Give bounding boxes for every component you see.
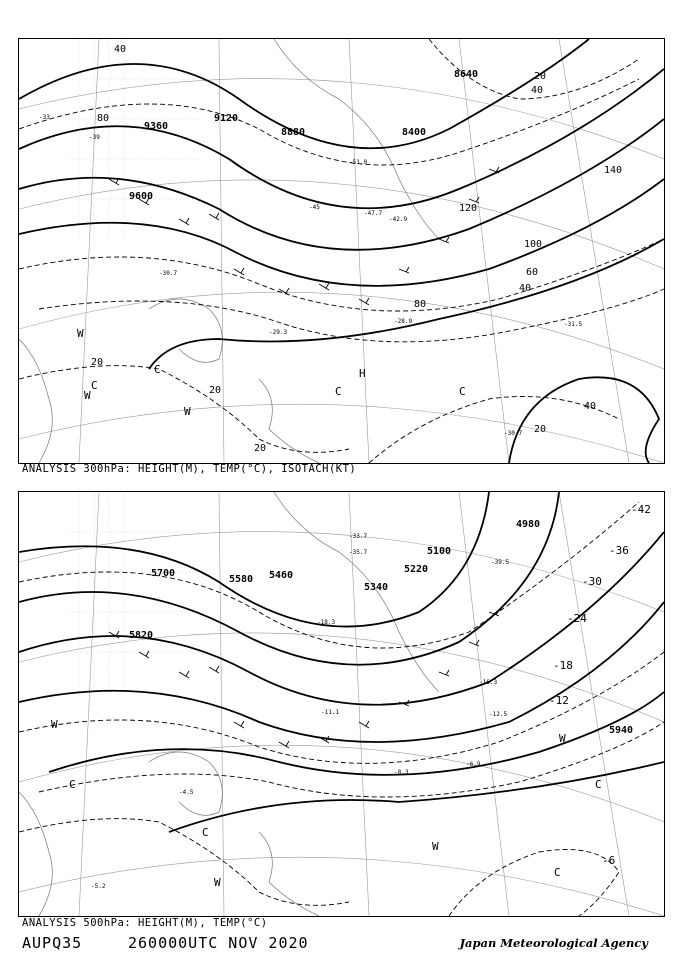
height-label: 5940 <box>609 725 634 736</box>
valid-time: 260000UTC NOV 2020 <box>128 934 309 952</box>
station-label: -39.5 <box>491 559 510 566</box>
isotach-label: 20 <box>534 71 547 82</box>
isotherm-labels <box>549 503 651 867</box>
chart-panel-300hpa <box>18 38 665 464</box>
station-label: -6.9 <box>466 761 481 768</box>
isotach-label: 20 <box>209 385 222 396</box>
map-500hpa <box>19 492 664 916</box>
height-contours <box>19 39 664 463</box>
isotach-label: 20 <box>91 357 104 368</box>
isotach-label: 40 <box>114 44 127 55</box>
station-label: -35.7 <box>349 549 368 556</box>
temp-label: -45 <box>309 204 320 211</box>
warm-center-symbol: W <box>432 840 439 853</box>
station-label: -18.3 <box>317 619 336 626</box>
temp-label: -33 <box>39 114 50 121</box>
temp-label: -42.9 <box>389 216 408 223</box>
cold-center-symbol: C <box>154 363 161 376</box>
agency-credit: Japan Meteorological Agency <box>459 936 648 950</box>
warm-center-symbol: W <box>184 405 191 418</box>
isotherm-label: -6 <box>602 854 616 867</box>
isotach-label: 80 <box>414 299 427 310</box>
temp-label: -51.0 <box>349 159 368 166</box>
isotach-label: 120 <box>459 203 478 214</box>
isotherm-label: -30 <box>582 575 602 588</box>
cold-center-symbol: C <box>69 778 76 791</box>
isotherm-label: -24 <box>567 612 587 625</box>
height-label: 4980 <box>516 519 541 530</box>
temp-label: -39 <box>89 134 100 141</box>
height-label: 5700 <box>151 568 176 579</box>
chart-panel-500hpa <box>18 491 665 917</box>
station-label: -33.7 <box>349 533 368 540</box>
chart-id: AUPQ35 <box>22 934 83 952</box>
height-label: 5340 <box>364 582 389 593</box>
cold-center-symbol: C <box>595 778 602 791</box>
height-label: 5820 <box>129 630 154 641</box>
map-300hpa <box>19 39 664 463</box>
cold-center-symbol: C <box>91 379 98 392</box>
isotherm-label: -12 <box>549 694 569 707</box>
isotach-label: 80 <box>97 113 110 124</box>
isotach-label: 40 <box>531 85 544 96</box>
station-label: -4.5 <box>179 789 194 796</box>
high-center-symbol: H <box>359 367 366 380</box>
temp-label: -29.3 <box>269 329 288 336</box>
warm-center-symbol: W <box>51 718 58 731</box>
height-label: 9600 <box>129 191 154 202</box>
isotherm-label: -42 <box>631 503 651 516</box>
height-label: 5100 <box>427 546 452 557</box>
isotach-label: 60 <box>526 267 539 278</box>
warm-center-symbol: W <box>77 327 84 340</box>
isotach-label: 40 <box>584 401 597 412</box>
isotherm-label: -18 <box>553 659 573 672</box>
cold-center-symbol: C <box>459 385 466 398</box>
station-label: -5.2 <box>91 883 106 890</box>
station-labels <box>91 533 509 890</box>
graticule <box>19 39 664 463</box>
warm-center-symbol: W <box>84 389 91 402</box>
isotach-label: 100 <box>524 239 543 250</box>
warm-center-symbol: W <box>559 732 566 745</box>
isotach-label: 40 <box>519 283 532 294</box>
pressure-centers <box>51 718 602 889</box>
temp-label: -28.9 <box>394 318 413 325</box>
warm-center-symbol: W <box>214 876 221 889</box>
height-labels <box>129 69 478 202</box>
height-label: 8640 <box>454 69 479 80</box>
cold-center-symbol: C <box>202 826 209 839</box>
caption-300hpa: ANALYSIS 300hPa: HEIGHT(M), TEMP(°C), ISOTACH(KT) <box>22 463 357 475</box>
height-label: 8880 <box>281 127 306 138</box>
caption-500hpa: ANALYSIS 500hPa: HEIGHT(M), TEMP(°C) <box>22 917 268 929</box>
station-label: -16.3 <box>479 679 498 686</box>
isotach-label: 20 <box>534 424 547 435</box>
cold-center-symbol: C <box>554 866 561 879</box>
station-label: -11.1 <box>321 709 340 716</box>
height-label: 5580 <box>229 574 254 585</box>
temp-label: -30.7 <box>504 430 523 437</box>
height-label: 5460 <box>269 570 294 581</box>
isotherms <box>19 502 664 916</box>
temp-label: -47.7 <box>364 210 383 217</box>
station-label: -8.3 <box>394 769 409 776</box>
height-label: 9120 <box>214 113 239 124</box>
isotach-label: 140 <box>604 165 623 176</box>
temp-labels <box>39 114 582 437</box>
isotachs <box>19 39 664 463</box>
isotherm-label: -36 <box>609 544 629 557</box>
temp-label: -30.7 <box>159 270 178 277</box>
station-label: -12.5 <box>489 711 508 718</box>
temp-label: -31.5 <box>564 321 583 328</box>
isotach-label: 20 <box>254 443 267 454</box>
height-label: 9360 <box>144 121 169 132</box>
wind-barbs <box>109 610 499 748</box>
cold-center-symbol: C <box>335 385 342 398</box>
height-label: 8400 <box>402 127 427 138</box>
height-label: 5220 <box>404 564 429 575</box>
